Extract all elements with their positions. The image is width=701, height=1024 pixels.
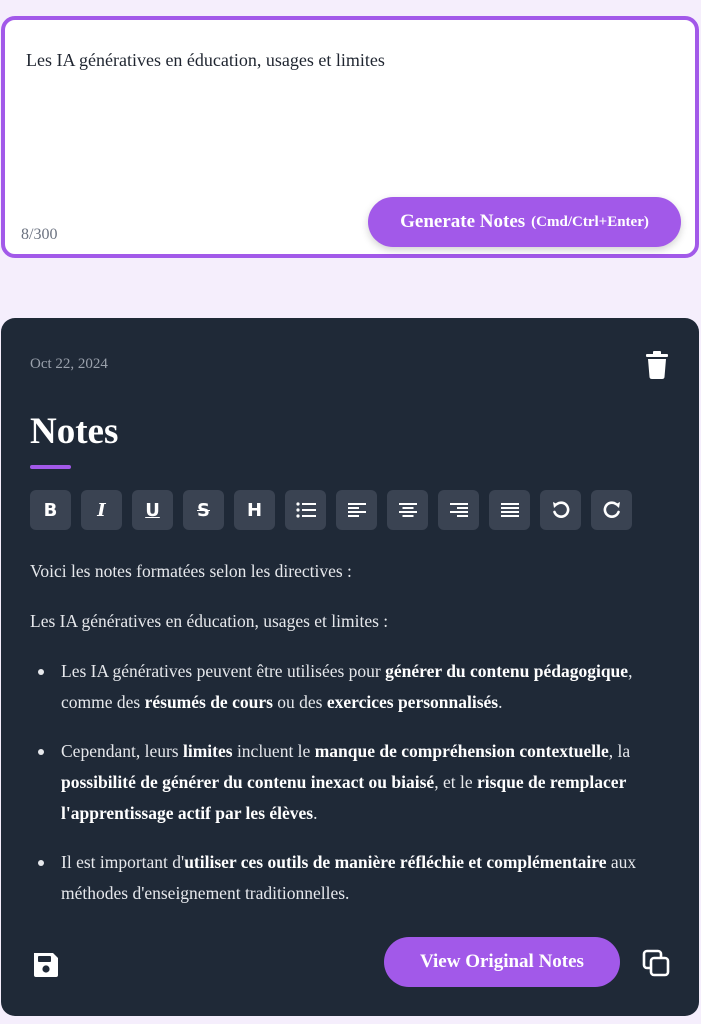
generate-notes-label: Generate Notes [400,211,526,232]
bullet-list-icon[interactable] [285,490,326,530]
bold-text: générer du contenu pédagogique [385,661,629,681]
generate-shortcut-hint: (Cmd/Ctrl+Enter) [531,213,649,230]
text-run: Les IA génératives peuvent être utilisées pour [61,661,386,681]
note-bullet-item [30,656,665,718]
underline-icon[interactable]: U [132,490,173,530]
topic-input[interactable]: Les IA génératives en éducation, usages et limites [26,50,385,70]
note-date: Oct 22, 2024 [30,356,108,372]
copy-icon[interactable] [641,948,671,978]
bold-text: exercices personnalisés [326,692,499,712]
text-run: , et le [434,772,477,792]
text-run: , comme des [61,661,633,712]
note-input-card[interactable] [1,16,699,258]
note-bullet-list [30,656,665,909]
format-toolbar [30,490,632,530]
text-run: Cependant, leurs [61,741,183,761]
bold-text: utiliser ces outils de manière réfléchie et complémentaire [184,852,607,872]
bold-icon[interactable]: B [30,490,71,530]
bold-text: résumés de cours [144,692,273,712]
note-bullet-item [30,736,665,829]
trash-icon[interactable] [643,350,671,380]
bold-text: risque de remplacer l'apprentissage actif par les élèves [61,772,627,823]
generate-notes-button[interactable] [368,197,681,247]
align-center-icon[interactable] [387,490,428,530]
save-icon[interactable] [31,950,61,980]
note-bullet-item [30,847,665,909]
note-card [1,318,699,1016]
heading-icon[interactable]: H [234,490,275,530]
text-run: . [313,803,318,823]
align-justify-icon[interactable] [489,490,530,530]
text-run: incluent le [232,741,315,761]
align-left-icon[interactable] [336,490,377,530]
text-run: . [498,692,503,712]
italic-icon[interactable]: I [81,490,122,530]
view-original-notes-button[interactable]: View Original Notes [384,937,620,987]
undo-icon[interactable] [540,490,581,530]
bold-text: limites [182,741,233,761]
title-underline [30,465,71,469]
char-counter: 8/300 [21,226,58,243]
note-title: Notes [30,411,119,452]
text-run: , la [608,741,631,761]
note-intro: Voici les notes formatées selon les directives : [30,561,352,581]
note-subtitle: Les IA génératives en éducation, usages et limites : [30,611,389,631]
text-run: aux méthodes d'enseignement traditionnelles. [61,852,637,903]
bold-text: manque de compréhension contextuelle [314,741,609,761]
redo-icon[interactable] [591,490,632,530]
note-content[interactable] [30,556,665,927]
bold-text: possibilité de générer du contenu inexact ou biaisé [61,772,435,792]
align-right-icon[interactable] [438,490,479,530]
text-run: Il est important d' [61,852,185,872]
text-run: ou des [272,692,327,712]
strikethrough-icon[interactable]: S [183,490,224,530]
